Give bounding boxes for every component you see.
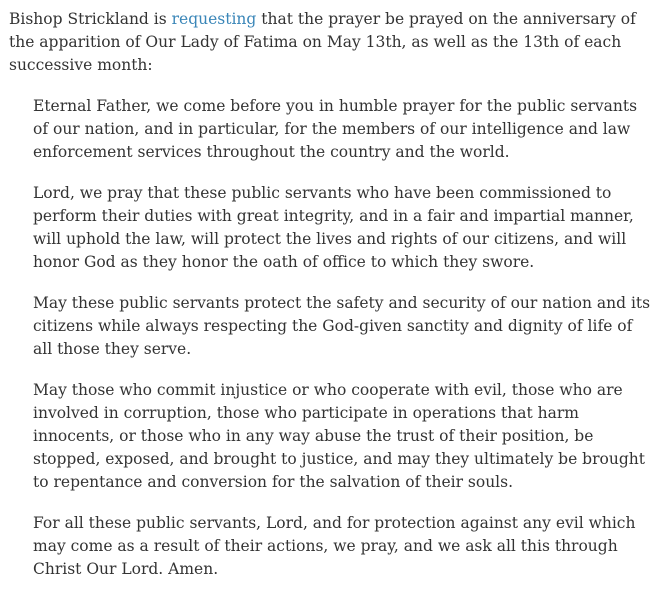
prayer-paragraph-1: Eternal Father, we come before you in humble prayer for the public servants of our nation, and in particular, for the members of our intelligence and law enforcement services throughout the country and the world. — [33, 97, 638, 161]
prayer-blockquote — [33, 95, 651, 581]
intro-text-start: Bishop Strickland is — [9, 10, 172, 28]
intro-paragraph — [9, 8, 651, 77]
intro-text-end: that the prayer be prayed on the anniversary of the apparition of Our Lady of Fatima on May 13th, as well as the 13th of each successive month: — [9, 10, 636, 74]
prayer-paragraph-3: May these public servants protect the safety and security of our nation and its citizens while always respecting the God-given sanctity and dignity of life of all those they serve. — [33, 294, 651, 358]
prayer-paragraph-5: For all these public servants, Lord, and for protection against any evil which may come as a result of their actions, we pray, and we ask all this through Christ Our Lord. Amen. — [33, 514, 636, 578]
requesting-link[interactable]: requesting — [171, 10, 257, 28]
prayer-paragraph-2: Lord, we pray that these public servants who have been commissioned to perform their duties with great integrity, and in a fair and impartial manner, will uphold the law, will protect the lives and rights of our citizens, and will honor God as they honor the oath of office to which they swore. — [33, 184, 634, 271]
prayer-paragraph-4: May those who commit injustice or who cooperate with evil, those who are involved in corruption, those who participate in operations that harm innocents, or those who in any way abuse the trust of their position, be stopped, exposed, and brought to justice, and may they ultimately be brought to repentance and conversion for the salvation of their souls. — [33, 381, 645, 491]
